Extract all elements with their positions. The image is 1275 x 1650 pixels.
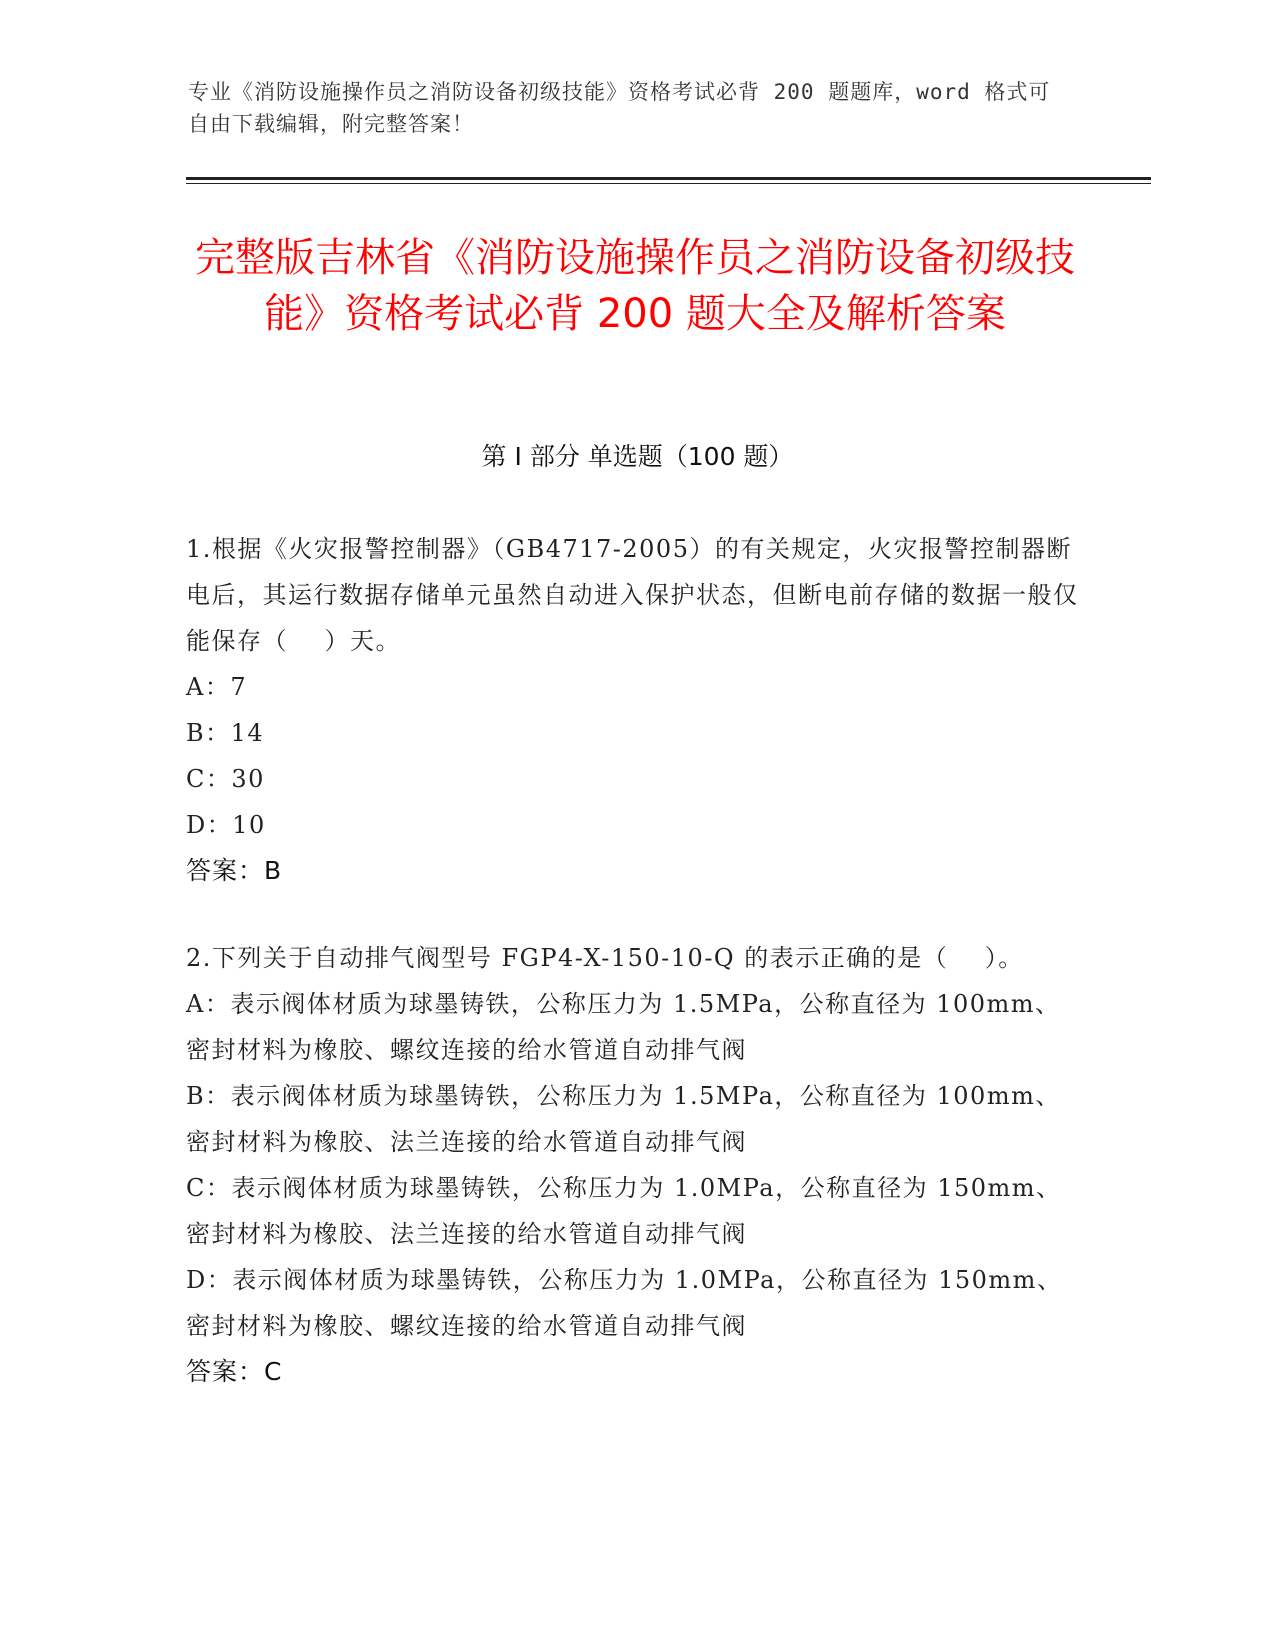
option-c: C：30 <box>186 765 265 793</box>
option-d: D：10 <box>186 811 266 839</box>
header-rule-thick <box>186 177 1151 180</box>
option-a: A：表示阀体材质为球墨铸铁，公称压力为 1.5MPa，公称直径为 100mm、密封材料为橡胶、螺纹连接的给水管道自动排气阀 <box>186 990 1061 1064</box>
document-title: 完整版吉林省《消防设施操作员之消防设备初级技能》资格考试必背 200 题大全及解析答案 <box>195 235 1075 337</box>
section-heading: 第 I 部分 单选题（100 题） <box>481 442 794 471</box>
question-1 <box>186 526 1081 894</box>
option-b: B：表示阀体材质为球墨铸铁，公称压力为 1.5MPa，公称直径为 100mm、密封材料为橡胶、法兰连接的给水管道自动排气阀 <box>186 1082 1061 1156</box>
question-stem: 1.根据《火灾报警控制器》（GB4717-2005）的有关规定，火灾报警控制器断电后，其运行数据存储单元虽然自动进入保护状态，但断电前存储的数据一般仅能保存（ ）天。 <box>186 535 1079 655</box>
header-note: 专业《消防设施操作员之消防设备初级技能》资格考试必背 200 题题库，word 格式可自由下载编辑，附完整答案！ <box>188 80 1051 136</box>
option-c: C：表示阀体材质为球墨铸铁，公称压力为 1.0MPa，公称直径为 150mm、密封材料为橡胶、法兰连接的给水管道自动排气阀 <box>186 1174 1062 1248</box>
question-2 <box>186 935 1081 1395</box>
option-b: B：14 <box>186 719 265 747</box>
option-a: A：7 <box>186 673 248 701</box>
answer: 答案：B <box>186 856 283 885</box>
question-stem: 2.下列关于自动排气阀型号 FGP4-X-150-10-Q 的表示正确的是（ ）。 <box>186 944 1024 972</box>
option-d: D：表示阀体材质为球墨铸铁，公称压力为 1.0MPa，公称直径为 150mm、密封材料为橡胶、螺纹连接的给水管道自动排气阀 <box>186 1266 1063 1340</box>
header-rule-thin <box>186 183 1151 184</box>
answer: 答案：C <box>186 1357 283 1386</box>
